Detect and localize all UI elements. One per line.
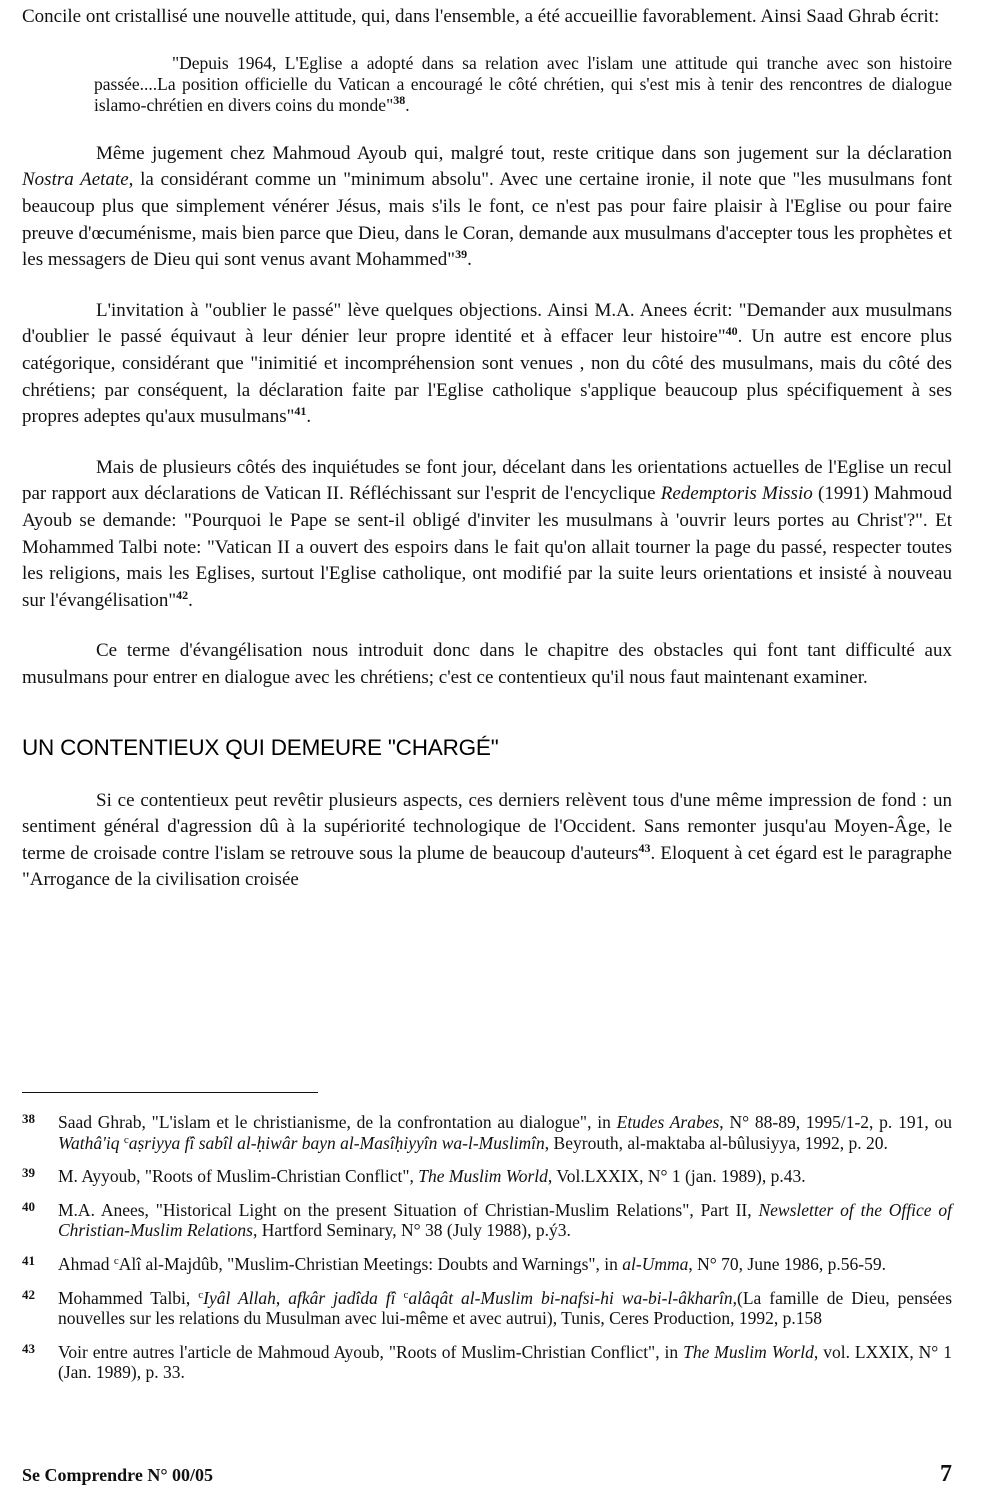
spacer <box>22 117 952 141</box>
italic-title: Nostra Aetate <box>22 169 129 191</box>
italic-title: alâqât al-Muslim bi-nafsi-hi wa-bi-l-âkharîn <box>408 1287 733 1308</box>
ayn-marker: c <box>198 1288 204 1301</box>
footnotes-list <box>22 1112 952 1396</box>
quote-text: "Depuis 1964, L'Eglise a adopté dans sa relation avec l'islam une attitude qui tranche avec son histoire passée....La position officielle du Vatican a encouragé le côté chrétien, qui s'est mis à tenir des rencontres de dialogue islamo-chrétien en divers coins du monde"$^{38}$. <box>94 52 952 116</box>
italic-title: al-Umma <box>622 1253 689 1274</box>
footnote-text <box>58 1166 952 1187</box>
footnote-item <box>22 1166 952 1187</box>
footnote-number: 40 <box>22 1198 35 1214</box>
block-quote <box>94 53 952 117</box>
paragraph-contentieux: Si ce contentieux peut revêtir plusieurs aspects, ces derniers relèvent tous d'une même impression de fond : un sentiment général d'agression dû à la supériorité technologique de l'Occident. Sans remonter jusqu'au Moyen-Âge, le terme de croisade contre l'islam se retrouve sous la plume de beaucoup d'auteurs$^{43}$. Eloquent à cet égard est le paragraphe "Arrogance de la civilisation croisée <box>22 789 952 891</box>
footnote-item <box>22 1112 952 1153</box>
italic-title: The Muslim World <box>418 1166 548 1187</box>
footnote-text <box>58 1288 952 1329</box>
spacer <box>22 274 952 298</box>
footnote-text-run: , Hartford Seminary, N° 38 (July 1988), p.ý3. <box>252 1220 571 1241</box>
italic-title: Etudes Arabes <box>616 1112 720 1132</box>
footnote-text-run: M. Ayyoub, "Roots of Muslim-Christian Conflict", <box>58 1166 419 1187</box>
paragraph-ayoub: Même jugement chez Mahmoud Ayoub qui, malgré tout, reste critique dans son jugement sur la déclaration Nostra Aetate, la considérant comme un "minimum absolu". Avec une certaine ironie, il note que "les musulmans font beaucoup plus que simplement vénérer Jésus, mais s'ils le font, ce n'est pas pour faire plaisir à l'Eglise ou pour faire preuve d'œcuménisme, mais bien parce que Dieu, dans le Coran, demande aux musulmans d'accepter tous les prophètes et les messagers de Dieu qui sont venus avant Mohammed"$^{39}$. <box>22 142 952 271</box>
paragraph-evangelisation: Ce terme d'évangélisation nous introduit donc dans le chapitre des obstacles qui font tant difficulté aux musulmans pour entrer en dialogue avec les chrétiens; c'est ce contentieux qu'il nous faut maintenant examiner. <box>22 640 952 688</box>
italic-title: The Muslim World <box>683 1341 814 1362</box>
footnote-ref-40[interactable]: 40 <box>725 324 738 339</box>
spacer <box>22 431 952 455</box>
section-heading: UN CONTENTIEUX QUI DEMEURE "CHARGÉ" <box>22 734 499 760</box>
footnote-ref-43[interactable]: 43 <box>638 840 651 855</box>
footnote-text-run: , Vol.LXXIX, N° 1 (jan. 1989), p.43. <box>547 1166 806 1187</box>
paragraph-intro <box>22 4 952 31</box>
footnote-text-run: , Beyrouth, al-maktaba al-bûlusiyya, 1992, p. 20. <box>544 1132 888 1153</box>
paragraph-anees: L'invitation à "oublier le passé" lève quelques objections. Ainsi M.A. Anees écrit: "Demander aux musulmans d'oublier le passé équivaut à leur dénier leur propre identité et à effacer leur histoire"$^{40}$. Un autre est encore plus catégorique, considérant que "inimitié et incompréhension sont venues , non du côté des musulmans, mais du côté des chrétiens; par conséquent, la déclaration faite par l'Eglise catholique s'applique beaucoup plus spécifiquement à ses propres adeptes qu'aux musulmans"$^{41}$. <box>22 299 952 428</box>
footnote-item <box>22 1254 952 1275</box>
italic-title: Newsletter of the Office of Christian-Muslim Relations <box>58 1199 952 1241</box>
italic-title: Redemptoris Missio <box>660 483 813 505</box>
footnote-text-run: Voir entre autres l'article de Mahmoud Ayoub, "Roots of Muslim-Christian Conflict", in <box>58 1341 684 1362</box>
footnote-text-run: M.A. Anees, "Historical Light on the present Situation of Christian-Muslim Relations", Part II, <box>58 1199 759 1220</box>
footnote-text-run: Alî al-Majdûb, "Muslim-Christian Meetings: Doubts and Warnings", in <box>118 1253 623 1274</box>
spacer <box>22 614 952 638</box>
italic-title: aṣriyya fî sabîl al-ḥiwâr bayn al-Masîḥiyyîn wa-l-Muslimîn <box>128 1132 545 1153</box>
footnote-number: 42 <box>22 1286 35 1302</box>
footnote-number: 39 <box>22 1165 35 1181</box>
footnote-text-run: , <box>275 1287 289 1308</box>
footnote-number: 41 <box>22 1252 35 1268</box>
footnote-text-run: Mohammed Talbi, <box>58 1287 199 1308</box>
footnote-text <box>58 1342 952 1383</box>
page-number: 7 <box>940 1461 952 1487</box>
page-body <box>22 4 952 894</box>
ayn-marker: c <box>123 1133 129 1146</box>
footnote-number: 43 <box>22 1340 35 1356</box>
footnote-text-run: Saad Ghrab, "L'islam et le christianisme, de la confrontation au dialogue", in <box>58 1112 617 1132</box>
italic-title: Wathâ'iq <box>58 1132 124 1153</box>
footnote-number: 38 <box>22 1111 35 1126</box>
footnote-text <box>58 1254 952 1275</box>
journal-title: Se Comprendre N° 00/05 <box>22 1465 214 1485</box>
footnote-ref-41[interactable]: 41 <box>294 404 307 419</box>
footnote-text-run: , N° 70, June 1986, p.56-59. <box>688 1253 886 1274</box>
italic-title: afkâr jadîda fî <box>288 1287 404 1308</box>
italic-title: Iyâl Allah <box>203 1287 276 1308</box>
footnote-text <box>58 1112 952 1153</box>
paragraph-text: Concile ont cristallisé une nouvelle attitude, qui, dans l'ensemble, a été accueillie favorablement. Ainsi Saad Ghrab écrit: <box>22 6 940 27</box>
footnote-separator <box>22 1092 318 1093</box>
page-footer <box>22 1461 952 1488</box>
footnote-text-run: ,(La famille de Dieu, pensées nouvelles sur les relations du Musulman avec lui-même et avec autrui), Tunis, Ceres Production, 1992, p.158 <box>58 1287 953 1329</box>
footnote-text-run: , vol. LXXIX, N° 1 (Jan. 1989), p. 33. <box>58 1341 952 1383</box>
ayn-marker: c <box>113 1254 119 1267</box>
footnote-text-run: Ahmad <box>58 1253 114 1274</box>
footnote-ref-38[interactable]: 38 <box>393 93 406 108</box>
paragraph-inquietudes: Mais de plusieurs côtés des inquiétudes se font jour, décelant dans les orientations actuelles de l'Eglise un recul par rapport aux déclarations de Vatican II. Réfléchissant sur l'esprit de l'encyclique Redemptoris Missio (1991) Mahmoud Ayoub se demande: "Pourquoi le Pape se sent-il obligé d'inviter les musulmans à 'ouvrir leurs portes au Christ'?". Et Mohammed Talbi note: "Vatican II a ouvert des espoirs dans le fait qu'on allait tourner la page du passé, respecter toutes les religions, mais les Eglises, surtout l'Eglise catholique, ont modifié par la suite leurs orientations et insisté à nouveau sur l'évangélisation"$^{42}$. <box>22 456 952 611</box>
ayn-marker: c <box>403 1288 409 1301</box>
footnote-ref-39[interactable]: 39 <box>455 247 468 262</box>
footnote-item <box>22 1342 952 1383</box>
footnote-ref-42[interactable]: 42 <box>176 587 189 602</box>
footnote-item <box>22 1288 952 1329</box>
footnote-item <box>22 1200 952 1241</box>
footnote-text <box>58 1200 952 1241</box>
footnote-text-run: , N° 88-89, 1995/1-2, p. 191, ou <box>719 1112 952 1132</box>
